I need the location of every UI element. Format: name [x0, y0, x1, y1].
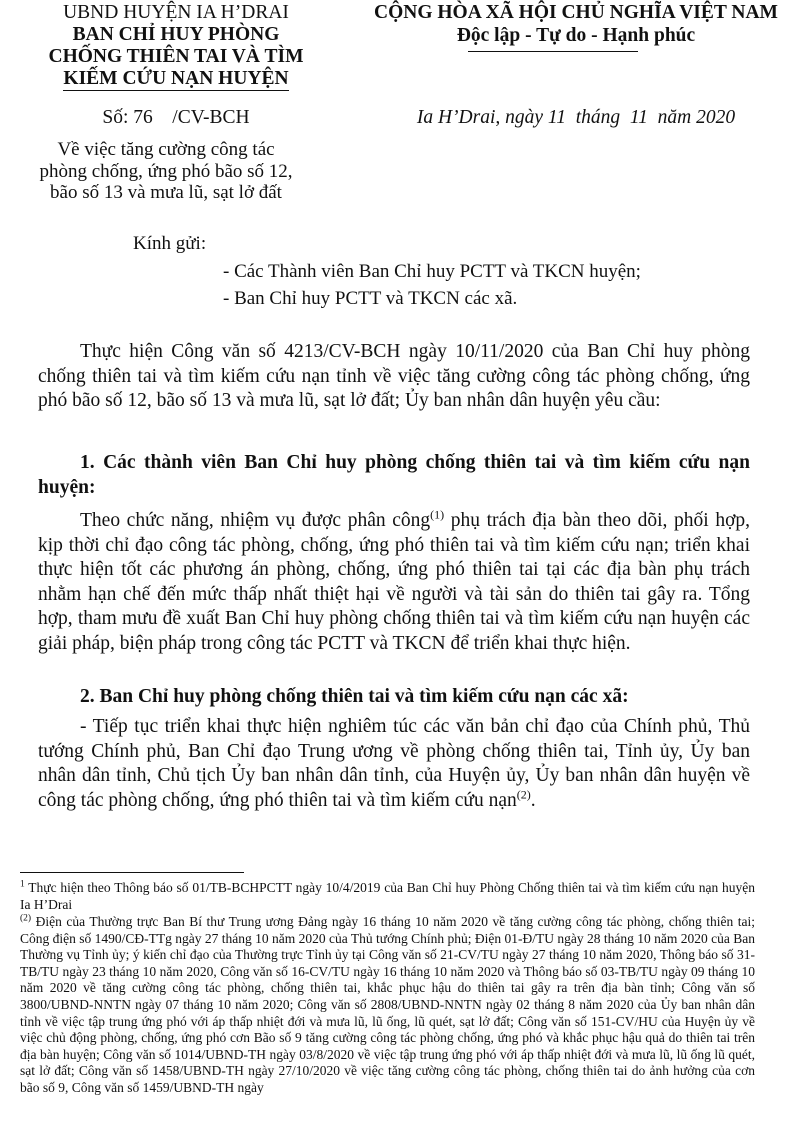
issuing-agency-block: [0, 2, 352, 91]
intro-paragraph: Thực hiện Công văn số 4213/CV-BCH ngày 10/11/2020 của Ban Chỉ huy phòng chống thiên tai và tìm kiếm cứu nạn tỉnh về việc tăng cường công tác phòng chống, ứng phó bão số 12, bão số 13 và mưa lũ, sạt lở đất; Ủy ban nhân dân huyện yêu cầu:: [38, 341, 750, 411]
document-number: Số: 76 /CV-BCH: [102, 107, 250, 128]
footnote-ref-2: (2): [516, 787, 531, 801]
footnote-mark: 1: [20, 879, 25, 890]
recipient-item: - Các Thành viên Ban Chỉ huy PCTT và TKCN huyện;: [223, 261, 641, 282]
national-title-block: [352, 2, 800, 47]
subject-line: bão số 13 và mưa lũ, sạt lở đất: [50, 182, 282, 203]
footnote-1: $^1$ Thực hiện theo Thông báo số 01/TB-BCHPCTT ngày 10/4/2019 của Ban Chỉ huy Phòng Chống thiên tai và tìm kiếm cứu nạn huyện Ia H’Drai: [20, 879, 755, 912]
recipient-item: - Ban Chỉ huy PCTT và TKCN các xã.: [223, 288, 518, 309]
subject-line: phòng chống, ứng phó bão số 12,: [39, 160, 293, 182]
motto-underline: [468, 51, 638, 52]
section-2-heading: 2. Ban Chỉ huy phòng chống thiên tai và tìm kiếm cứu nạn các xã:: [80, 686, 629, 707]
agency-name-line3: KIẾM CỨU NẠN HUYỆN: [63, 68, 289, 89]
footnote-ref-1: (1): [430, 507, 445, 522]
subject-line: Về việc tăng cường công tác: [57, 139, 275, 160]
national-motto: Độc lập - Tự do - Hạnh phúc: [456, 25, 696, 46]
section-1-heading: 1. Các thành viên Ban Chỉ huy phòng chống thiên tai và tìm kiếm cứu nạn huyện:: [38, 452, 750, 498]
section-2-paragraph: - Tiếp tục triển khai thực hiện nghiêm túc các văn bản chỉ đạo của Chính phủ, Thủ tướng Chính phủ, Ban Chỉ đạo Trung ương về phòng chống thiên tai, Tỉnh ủy, Ủy ban nhân dân tỉnh, Chủ tịch Ủy ban nhân dân tỉnh, của Huyện ủy, Ủy ban nhân dân huyện về công tác phòng chống, ứng phó thiên tai và tìm kiếm cứu nạn$^{(2)}$.: [38, 716, 750, 811]
footnote-2: $^{(2)}$ Điện của Thường trực Ban Bí thư Trung ương Đảng ngày 16 tháng 10 năm 2020 về tăng cường công tác phòng, chống thiên tai; Công điện số 1490/CĐ-TTg ngày 27 tháng 10 năm 2020 của Thủ tướng Chính phủ; Điện 01-Đ/TU ngày 28 tháng 10 năm 2020 của Ban Thường vụ Tỉnh ủy; ý kiến chỉ đạo của Thường trực Tỉnh ủy tại Công văn số 21-CV/TU ngày 27 tháng 10 năm 2020, Thông báo số 31-TB/TU ngày 23 tháng 10 năm 2020, Công văn số 16-CV/TU ngày 16 tháng 10 năm 2020 và Thông báo số 03-TB/TU ngày 09 tháng 10 năm 2020 về tăng cường công tác phòng, chống thiên tai, khắc phục hậu do thiên tai gây ra trên địa bàn tỉnh; Công văn số 3800/UBND-NNTN ngày 07 tháng 10 năm 2020; Công văn số 2808/UBND-NNTN ngày 02 tháng 8 năm 2020 của Ủy ban nhân dân tỉnh về việc tập trung ứng phó với áp thấp nhiệt đới và mưa lũ, lũ ống, lũ quét, sạt lở đất; Công văn số 151-CV/HU của Huyện ủy về việc chủ động phòng, chống, ứng phó cơn Bão số 9 tăng cường công tác phòng chống, ứng phó và khắc phục hậu quả do thiên tai trên địa bàn huyện; Công văn số 1014/UBND-TH ngày 03/8/2020 về việc tập trung ứng phó với áp thấp nhiệt đới và mưa lũ, lũ ống lũ quét, sạt lở đất; Công văn số 1458/UBND-TH ngày 27/10/2020 về việc tăng cường công tác phòng, chống thiên tai do ảnh hưởng của cơn bão số 9, Công văn số 1459/UBND-TH ngày: [20, 913, 755, 1095]
section-1-paragraph: Theo chức năng, nhiệm vụ được phân công$^{(1)}$ phụ trách địa bàn theo dõi, phối hợp, kịp thời chỉ đạo công tác phòng, chống, ứng phó thiên tai và tìm kiếm cứu nạn; triển khai thực hiện tốt các phương án phòng, chống, ứng phó thiên tai tại các địa bàn phụ trách nhằm hạn chế đến mức thấp nhất thiệt hại về người và tài sản do thiên tai gây ra. Tổng hợp, tham mưu đề xuất Ban Chỉ huy phòng chống thiên tai và tìm kiếm cứu nạn huyện các giải pháp, biện pháp trong công tác PCTT và TKCN để triển khai thực hiện.: [38, 507, 751, 654]
footnote-mark: (2): [20, 913, 32, 924]
agency-name-line1: BAN CHỈ HUY PHÒNG: [72, 24, 280, 45]
agency-name-line2: CHỐNG THIÊN TAI VÀ TÌM: [48, 46, 304, 67]
recipients-label: Kính gửi:: [133, 233, 207, 254]
footnote-separator: [20, 872, 244, 873]
document-subject: [22, 139, 310, 204]
nation-name: CỘNG HÒA XÃ HỘI CHỦ NGHĨA VIỆT NAM: [374, 2, 778, 23]
agency-parent: UBND HUYỆN IA H’DRAI: [63, 2, 289, 23]
document-date: Ia H’Drai, ngày 11 tháng 11 năm 2020: [416, 107, 736, 128]
